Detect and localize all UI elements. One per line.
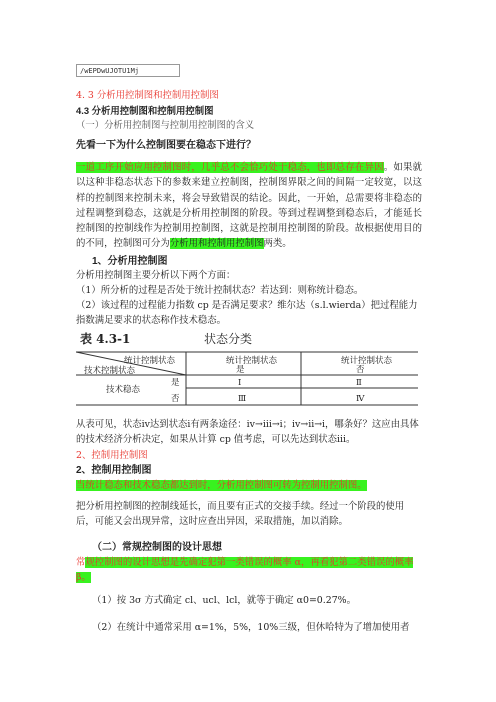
control-heading-red: 2、控制用控制图	[76, 450, 148, 461]
control-highlight: 当统计稳态和技术稳态都达到时，分析用控制图可转为控制用控制图。	[76, 480, 367, 491]
paragraph-tail: 两类。	[263, 238, 292, 250]
row-no: 否	[171, 394, 180, 404]
design-item-1: （1）按 3σ 方式确定 cl、ucl、lcl，就等于确定 α0=0.27%。	[92, 595, 356, 606]
analysis-intro: 分析用控制图主要分析以下两个方面：	[76, 270, 236, 281]
question-heading: 先看一下为什么控制图要在稳态下进行？	[76, 140, 256, 151]
corner-label-top: 统计控制状态	[124, 356, 176, 366]
row-header: 技术稳态	[106, 385, 141, 395]
state-table	[76, 330, 418, 406]
highlight-start: 一道工序开始应用控制图时，几乎总不会恰巧处于稳态，也即总存在异因	[76, 162, 384, 173]
code-field: /wEPDwUJOTU1Mj	[76, 64, 180, 77]
cell-2-1: Ⅲ	[238, 394, 247, 404]
design-first-char: 常	[76, 557, 86, 568]
analysis-heading: 1、分析用控制图	[92, 256, 168, 267]
highlight-end: 分析用和控制用控制图	[169, 238, 264, 250]
col-yes: 是	[236, 365, 245, 375]
section-heading: 4.3 分析用控制图和控制用控制图	[76, 105, 214, 116]
col-header-right: 统计控制状态	[341, 356, 393, 366]
corner-label-bottom: 技术控制状态	[84, 366, 136, 376]
analysis-item-1: （1）所分析的过程是否处于统计控制状态？若达到：则称统计稳态。	[76, 285, 364, 296]
control-highlight-line	[76, 478, 422, 493]
design-item-2: （2）在统计中通常采用 α=1%，5%，10%三级，但休哈特为了增加使用者	[92, 622, 410, 633]
subheading: （一）分析用控制图与控制用控制图的含义	[76, 120, 255, 131]
design-highlight: 规控制图的设计思想是先确定犯第一类错误的概率 α，再看犯第二类错误的概率 β。	[76, 557, 414, 584]
cell-1-1: Ⅰ	[238, 378, 242, 388]
col-header: 统计控制状态	[226, 356, 278, 366]
design-heading: （二）常规控制图的设计思想	[92, 542, 222, 553]
paragraph-body: 。如果就以这种非稳态状态下的参数来建立控制图，控制图界限之间的间隔一定较宽，以这样的控制图来控制未来，将会导致错误的结论。因此，一开始，总需要将非稳态的过程调整到稳态，这就是分析用控制图的阶段。等到过程调整到稳态后，才能延长控制图的控制线作为控制用控制图，这就是控制用控制图的阶段。故根据使用目的的不同，控制图可分为	[76, 162, 422, 250]
col-no: 否	[356, 365, 365, 375]
cell-1-2: Ⅱ	[356, 378, 362, 388]
table-title: 状态分类	[204, 332, 253, 346]
row-yes: 是	[171, 378, 180, 388]
analysis-item-2: （2）该过程的过程能力指数 cp 是否满足要求？维尔达（s.l.wierda）把过程能力指数满足要求的状态称作技术稳态。	[76, 300, 418, 327]
control-body: 把分析用控制图的控制线延长，而且要有正式的交接手续。经过一个阶段的使用后，可能又会出现异常，这时应查出异因，采取措施，加以消除。	[76, 501, 405, 528]
design-paragraph	[76, 555, 422, 586]
after-table-paragraph: 从表可见，状态ⅳ达到状态ⅰ有两条途径：ⅳ→ⅲ→ⅰ；ⅳ→ⅱ→ⅰ，哪条好？这应由具体的技术经济分析决定，如果从计算 cp 值考虑，可以先达到状态ⅲ。	[76, 419, 419, 446]
section-heading-red: 4. 3 分析用控制图和控制用控制图	[76, 90, 219, 101]
intro-paragraph	[76, 160, 422, 252]
cell-2-2: Ⅳ	[356, 394, 365, 404]
control-heading: 2、控制用控制图	[76, 465, 152, 476]
table-caption: 表 4.3-1	[80, 332, 131, 346]
